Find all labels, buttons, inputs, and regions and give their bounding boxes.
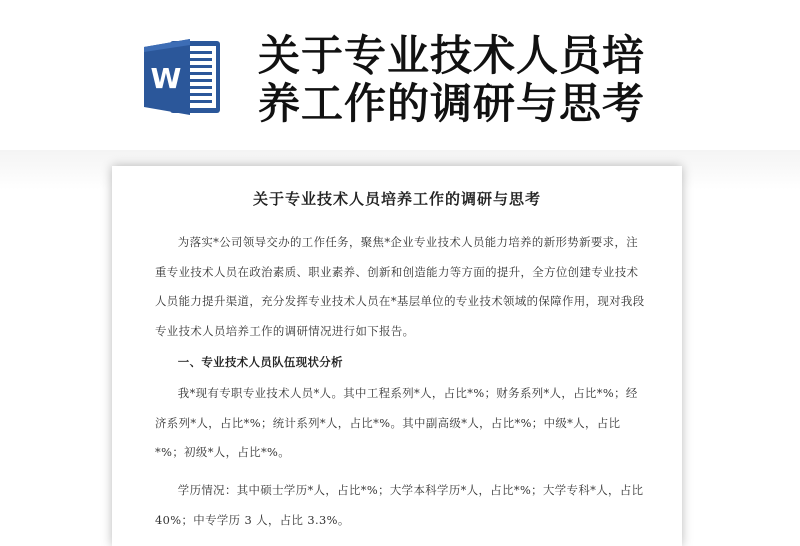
document-page — [112, 166, 682, 546]
banner-title: 关于专业技术人员培养工作的调研与思考 — [258, 31, 646, 128]
word-icon-letter: W — [150, 62, 182, 95]
document-title: 关于专业技术人员培养工作的调研与思考 — [252, 190, 541, 208]
paragraph-intro: 为落实*公司领导交办的工作任务，聚焦*企业专业技术人员能力培养的新形势新要求，注重专业技术人员在政治素质、职业素养、创新和创造能力等方面的提升，全方位创建专业技术人员能力提升渠道，充分发挥专业技术人员在*基层单位的专业技术领域的保障作用，现对我段专业技术人员培养工作的调研情况进行如下报告。 — [155, 235, 645, 338]
banner-header — [0, 0, 800, 150]
section-heading: 一、专业技术人员队伍现状分析 — [177, 355, 343, 369]
word-document-icon — [144, 37, 222, 117]
paragraph-education: 学历情况：其中硕士学历*人，占比*%；大学本科学历*人，占比*%；大学专科*人，占比40%；中专学历 3 人，占比 3.3%。 — [155, 483, 644, 527]
paragraph-staff-count: 我*现有专职专业技术人员*人。其中工程系列*人，占比*%；财务系列*人，占比*%；经济系列*人，占比*%；统计系列*人，占比*%。其中副高级*人，占比*%；中级*人，占比*%；初级*人，占比*%。 — [155, 386, 638, 459]
